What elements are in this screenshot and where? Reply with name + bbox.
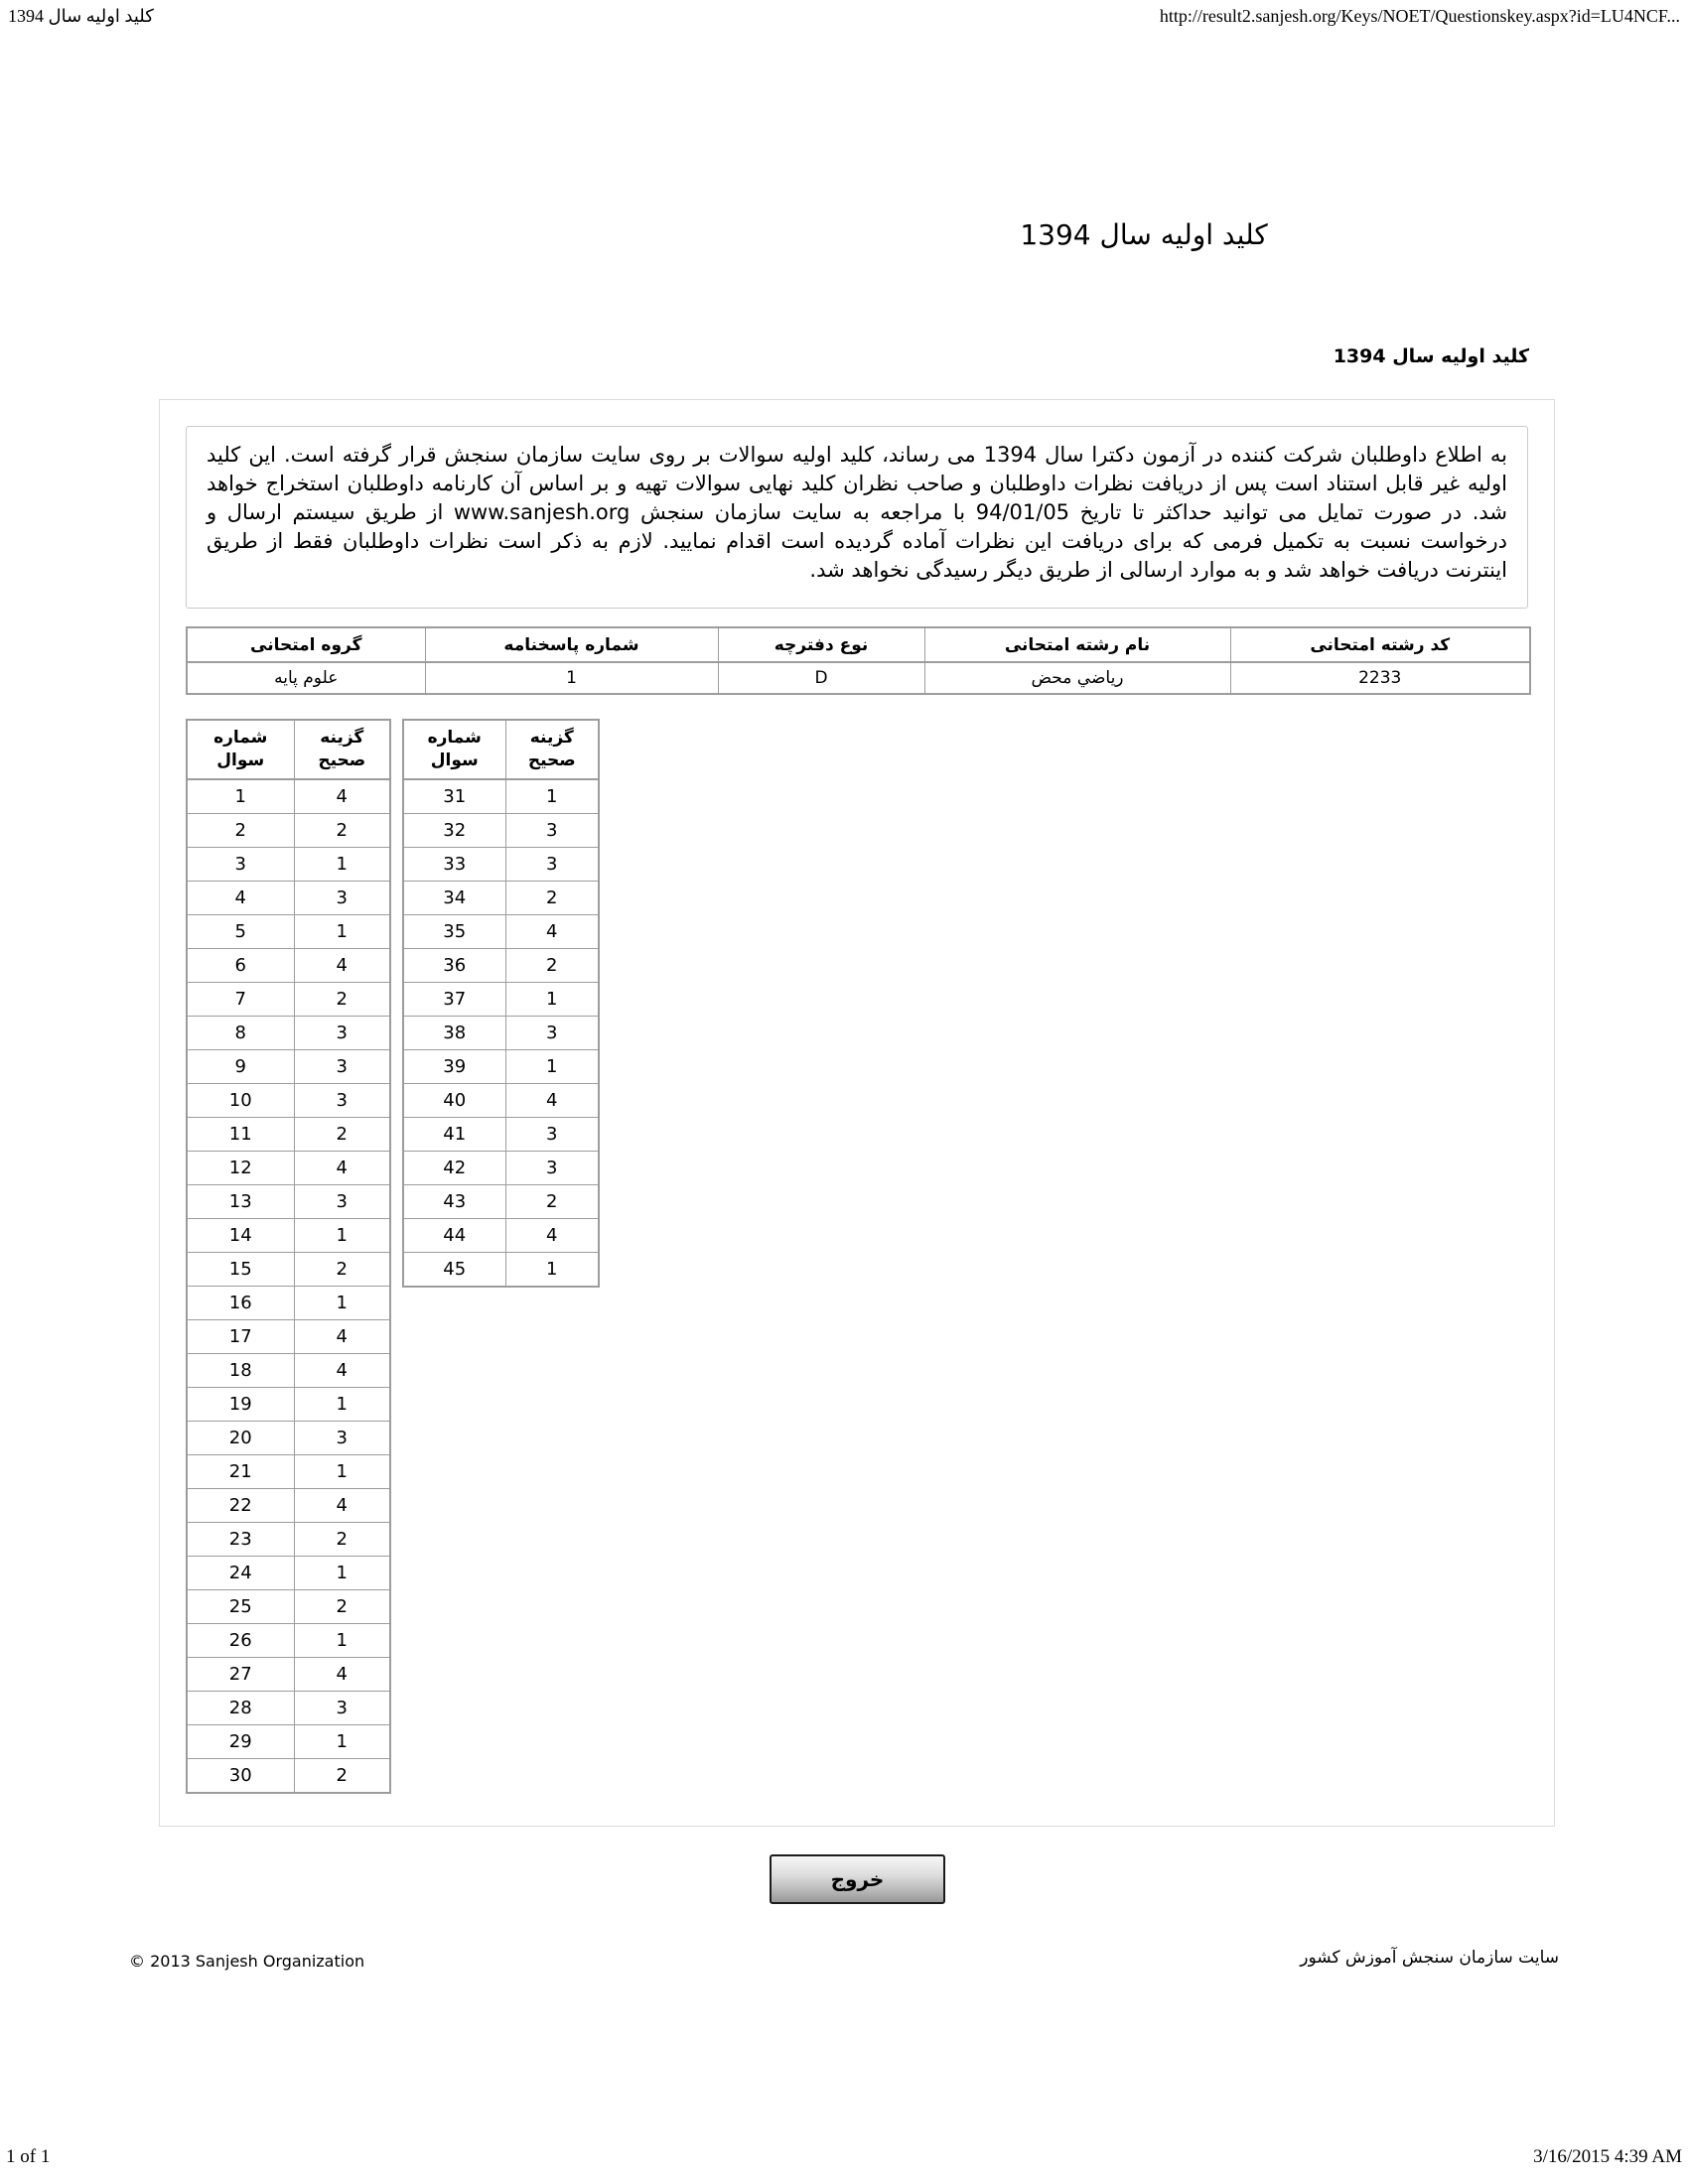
question-number-cell: 45	[403, 1253, 505, 1288]
correct-option-cell: 1	[505, 983, 599, 1017]
correct-option-cell: 2	[294, 1523, 390, 1557]
answer-row	[187, 1455, 390, 1489]
question-number-cell: 3	[187, 848, 294, 882]
answer-row	[403, 1118, 599, 1152]
answer-row	[187, 779, 390, 814]
answer-row	[403, 779, 599, 814]
answer-row	[187, 1590, 390, 1624]
correct-option-cell: 2	[294, 1590, 390, 1624]
correct-option-cell: 1	[294, 1557, 390, 1590]
question-number-cell: 2	[187, 814, 294, 848]
correct-option-cell: 4	[505, 915, 599, 949]
question-number-cell: 19	[187, 1388, 294, 1422]
question-number-cell: 41	[403, 1118, 505, 1152]
answer-row	[187, 1050, 390, 1084]
answer-row	[187, 983, 390, 1017]
correct-option-header: گزینه صحیح	[505, 720, 599, 779]
correct-option-cell: 3	[505, 1152, 599, 1185]
question-number-cell: 14	[187, 1219, 294, 1253]
question-number-cell: 8	[187, 1017, 294, 1050]
correct-option-cell: 1	[294, 848, 390, 882]
question-number-cell: 17	[187, 1320, 294, 1354]
correct-option-cell: 1	[294, 1624, 390, 1658]
answer-key-table-2	[402, 719, 600, 1288]
question-number-cell: 12	[187, 1152, 294, 1185]
correct-option-cell: 4	[294, 1320, 390, 1354]
answer-header-row	[403, 720, 599, 779]
exam-info-value-cell: D	[718, 662, 924, 694]
answer-row	[187, 1253, 390, 1287]
question-number-cell: 36	[403, 949, 505, 983]
question-number-cell: 44	[403, 1219, 505, 1253]
answer-row	[403, 915, 599, 949]
correct-option-cell: 2	[294, 983, 390, 1017]
answer-row	[403, 848, 599, 882]
exit-button[interactable]: خروج	[770, 1854, 945, 1904]
answer-row	[403, 1152, 599, 1185]
question-number-cell: 30	[187, 1759, 294, 1794]
correct-option-cell: 3	[505, 1017, 599, 1050]
question-number-cell: 26	[187, 1624, 294, 1658]
answer-row	[187, 1523, 390, 1557]
question-number-cell: 23	[187, 1523, 294, 1557]
print-footer-page-count: 1 of 1	[6, 2146, 51, 2167]
correct-option-cell: 4	[505, 1084, 599, 1118]
question-number-cell: 29	[187, 1725, 294, 1759]
answer-row	[187, 1320, 390, 1354]
correct-option-cell: 2	[294, 814, 390, 848]
question-number-cell: 11	[187, 1118, 294, 1152]
question-number-cell: 15	[187, 1253, 294, 1287]
correct-option-cell: 3	[294, 1692, 390, 1725]
correct-option-cell: 3	[505, 848, 599, 882]
exam-info-header-cell: کد رشته امتحانی	[1230, 627, 1530, 662]
question-number-cell: 33	[403, 848, 505, 882]
correct-option-cell: 4	[294, 1354, 390, 1388]
question-number-cell: 20	[187, 1422, 294, 1455]
question-number-header: شماره سوال	[187, 720, 294, 779]
correct-option-header: گزینه صحیح	[294, 720, 390, 779]
correct-option-cell: 3	[294, 1017, 390, 1050]
answer-row	[403, 1185, 599, 1219]
correct-option-cell: 3	[505, 1118, 599, 1152]
correct-option-cell: 4	[294, 1489, 390, 1523]
correct-option-cell: 1	[294, 915, 390, 949]
copyright-text: © 2013 Sanjesh Organization	[129, 1952, 365, 1971]
correct-option-cell: 3	[294, 882, 390, 915]
correct-option-cell: 2	[505, 949, 599, 983]
notice-box: به اطلاع داوطلبان شرکت کننده در آزمون دکترا سال 1394 می رساند، کلید اولیه سوالات بر روی سایت سازمان سنجش قرار گرفته است. این کلید اولیه غیر قابل استناد است پس از دریافت نظرات داوطلبان و صاحب نظران کلید نهایی سوالات تهیه و بر اساس آن کارنامه داوطلبان استخراج خواهد شد. در صورت تمایل می توانید حداکثر تا تاریخ 94/01/05 با مراجعه به سایت سازمان سنجش www.sanjesh.org از طریق سیستم ارسال و درخواست نسبت به تکمیل فرمی که برای دریافت این نظرات آماده گردیده است اقدام نمایید. لازم به ذکر است نظرات داوطلبان فقط از طریق اینترنت دریافت خواهد شد و به موارد ارسالی از طریق دیگر رسیدگی نخواهد شد.	[186, 426, 1528, 609]
question-number-cell: 28	[187, 1692, 294, 1725]
answer-row	[187, 1658, 390, 1692]
answer-row	[187, 1692, 390, 1725]
exam-info-header-cell: نام رشته امتحانی	[924, 627, 1230, 662]
answer-row	[187, 1084, 390, 1118]
question-number-cell: 42	[403, 1152, 505, 1185]
answer-row	[403, 983, 599, 1017]
answer-row	[187, 1219, 390, 1253]
site-name-text: سایت سازمان سنجش آموزش کشور	[1300, 1948, 1559, 1968]
print-header-document-title: کلید اولیه سال 1394	[8, 6, 154, 26]
correct-option-cell: 4	[294, 1152, 390, 1185]
exam-info-header-cell: گروه امتحانی	[187, 627, 425, 662]
correct-option-cell: 4	[505, 1219, 599, 1253]
correct-option-cell: 3	[294, 1422, 390, 1455]
exam-info-value-cell: 2233	[1230, 662, 1530, 694]
answer-row	[187, 1725, 390, 1759]
correct-option-cell: 2	[505, 882, 599, 915]
question-number-cell: 1	[187, 779, 294, 814]
answer-row	[403, 882, 599, 915]
answer-key-table-1	[186, 719, 391, 1794]
question-number-cell: 13	[187, 1185, 294, 1219]
question-number-cell: 32	[403, 814, 505, 848]
question-number-cell: 37	[403, 983, 505, 1017]
correct-option-cell: 2	[294, 1759, 390, 1794]
question-number-cell: 38	[403, 1017, 505, 1050]
answer-row	[187, 1489, 390, 1523]
answer-row	[187, 1422, 390, 1455]
exam-info-value-cell: علوم پایه	[187, 662, 425, 694]
correct-option-cell: 1	[294, 1219, 390, 1253]
section-subtitle: کلید اولیه سال 1394	[1333, 345, 1529, 367]
question-number-cell: 16	[187, 1287, 294, 1320]
correct-option-cell: 1	[294, 1455, 390, 1489]
question-number-cell: 7	[187, 983, 294, 1017]
question-number-cell: 22	[187, 1489, 294, 1523]
answer-row	[187, 1017, 390, 1050]
correct-option-cell: 1	[505, 1253, 599, 1288]
answer-row	[187, 915, 390, 949]
answer-row	[187, 1185, 390, 1219]
question-number-cell: 9	[187, 1050, 294, 1084]
correct-option-cell: 1	[505, 779, 599, 814]
page-title: کلید اولیه سال 1394	[1020, 218, 1268, 251]
correct-option-cell: 4	[294, 1658, 390, 1692]
correct-option-cell: 1	[294, 1388, 390, 1422]
correct-option-cell: 2	[294, 1118, 390, 1152]
question-number-cell: 6	[187, 949, 294, 983]
answer-row	[403, 1084, 599, 1118]
question-number-cell: 43	[403, 1185, 505, 1219]
print-header-url: http://result2.sanjesh.org/Keys/NOET/Questionskey.aspx?id=LU4NCF...	[1159, 6, 1680, 26]
question-number-cell: 35	[403, 915, 505, 949]
question-number-cell: 18	[187, 1354, 294, 1388]
exam-info-value-cell: رياضي محض	[924, 662, 1230, 694]
correct-option-cell: 3	[294, 1185, 390, 1219]
question-number-cell: 4	[187, 882, 294, 915]
exam-info-table	[186, 626, 1531, 695]
answer-row	[403, 1017, 599, 1050]
question-number-cell: 10	[187, 1084, 294, 1118]
exam-info-header-row	[187, 627, 1530, 662]
print-footer-datetime: 3/16/2015 4:39 AM	[1533, 2146, 1682, 2167]
question-number-cell: 5	[187, 915, 294, 949]
answer-row	[187, 949, 390, 983]
question-number-cell: 27	[187, 1658, 294, 1692]
answer-row	[403, 1219, 599, 1253]
question-number-cell: 24	[187, 1557, 294, 1590]
exam-info-header-cell: نوع دفترچه	[718, 627, 924, 662]
correct-option-cell: 4	[294, 779, 390, 814]
answer-row	[187, 1354, 390, 1388]
answer-row	[403, 949, 599, 983]
correct-option-cell: 3	[294, 1050, 390, 1084]
content-panel	[159, 399, 1555, 1827]
exam-info-value-row	[187, 662, 1530, 694]
answer-row	[187, 1152, 390, 1185]
answer-row	[187, 1287, 390, 1320]
correct-option-cell: 1	[294, 1725, 390, 1759]
answer-row	[187, 848, 390, 882]
answer-row	[403, 814, 599, 848]
question-number-cell: 21	[187, 1455, 294, 1489]
answer-row	[187, 814, 390, 848]
correct-option-cell: 2	[294, 1253, 390, 1287]
answer-row	[187, 1759, 390, 1794]
answer-row	[187, 1388, 390, 1422]
answer-row	[403, 1253, 599, 1288]
answer-row	[187, 1118, 390, 1152]
answer-row	[403, 1050, 599, 1084]
question-number-cell: 39	[403, 1050, 505, 1084]
correct-option-cell: 2	[505, 1185, 599, 1219]
answer-row	[187, 1557, 390, 1590]
answer-row	[187, 882, 390, 915]
question-number-cell: 40	[403, 1084, 505, 1118]
answer-row	[187, 1624, 390, 1658]
question-number-cell: 34	[403, 882, 505, 915]
question-number-cell: 31	[403, 779, 505, 814]
correct-option-cell: 4	[294, 949, 390, 983]
answer-header-row	[187, 720, 390, 779]
exam-info-value-cell: 1	[425, 662, 718, 694]
correct-option-cell: 3	[505, 814, 599, 848]
exam-info-header-cell: شماره پاسخنامه	[425, 627, 718, 662]
question-number-header: شماره سوال	[403, 720, 505, 779]
correct-option-cell: 1	[505, 1050, 599, 1084]
correct-option-cell: 1	[294, 1287, 390, 1320]
question-number-cell: 25	[187, 1590, 294, 1624]
correct-option-cell: 3	[294, 1084, 390, 1118]
